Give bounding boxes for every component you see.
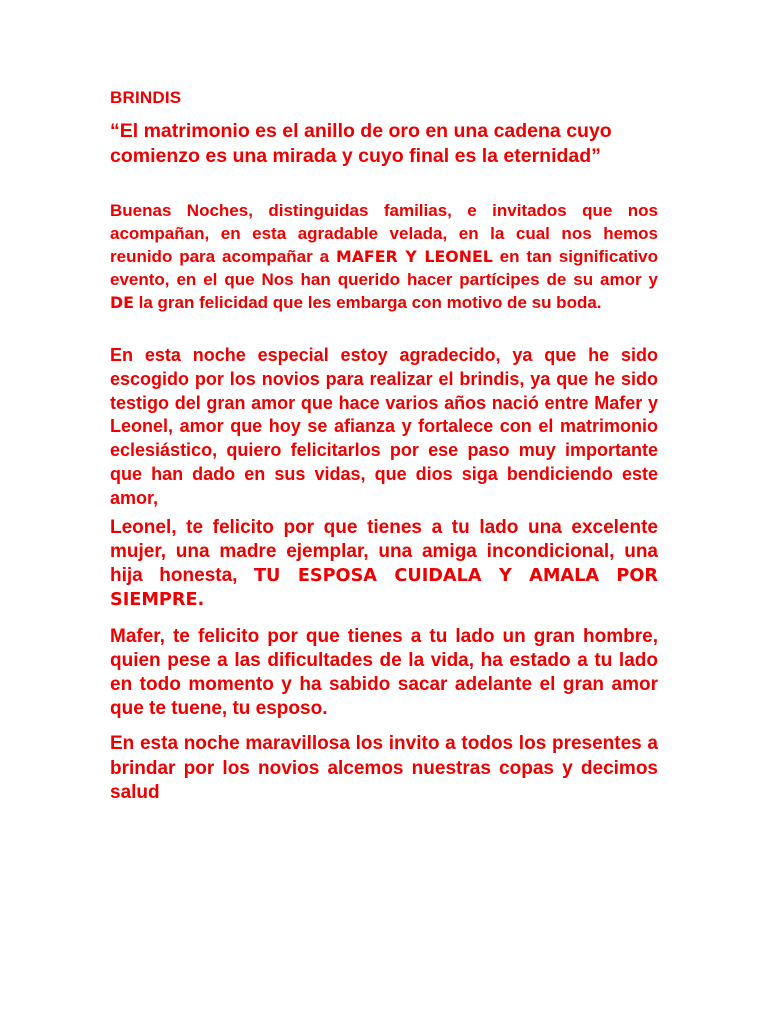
- de-highlight: DE: [110, 293, 134, 312]
- couple-names-highlight: MAFER Y LEONEL: [335, 247, 493, 266]
- paragraph-greeting-text-middle: en tan significativo evento, en el que Nos han querido hacer partícipes de su amor y: [110, 247, 658, 289]
- paragraph-greeting-text-end: la gran felicidad que les embarga con motivo de su boda.: [133, 293, 602, 312]
- opening-quote: “El matrimonio es el anillo de oro en una cadena cuyo comienzo es una mirada y cuyo final es la eternidad”: [110, 120, 612, 167]
- paragraph-leonel-text: Leonel, te felicito por que tienes a tu lado una excelente mujer, una madre ejemplar, una amiga incondicional, una hija honesta,: [110, 517, 658, 586]
- paragraph-toast: En esta noche maravillosa los invito a todos los presentes a brindar por los novios alcemos nuestras copas y decimos salud: [110, 733, 658, 803]
- paragraph-greeting-text-start: Buenas Noches, distinguidas familias, e invitados que nos acompañan, en esta agradable velada, en la cual nos hemos reunido para acompañar a: [110, 201, 658, 266]
- paragraph-greeting: [110, 199, 658, 314]
- paragraph-mafer: Mafer, te felicito por que tienes a tu lado un gran hombre, quien pese a las dificultades de la vida, ha estado a tu lado en todo momento y ha sabido sacar adelante el gran amor que te tuene, tu esposo.: [110, 626, 658, 719]
- paragraph-gratitude: En esta noche especial estoy agradecido, ya que he sido escogido por los novios para realizar el brindis, ya que he sido testigo del gran amor que hace varios años nació entre Mafer y Leonel, amor que hoy se afianza y fortalece con el matrimonio eclesiástico, quiero felicitarlos por ese paso muy importante que han dado en sus vidas, que dios siga bendiciendo este amor,: [110, 345, 658, 508]
- document-title: BRINDIS: [110, 88, 182, 107]
- paragraph-leonel: [110, 516, 658, 612]
- esposa-highlight: TU ESPOSA CUIDALA Y AMALA POR SIEMPRE.: [110, 566, 658, 610]
